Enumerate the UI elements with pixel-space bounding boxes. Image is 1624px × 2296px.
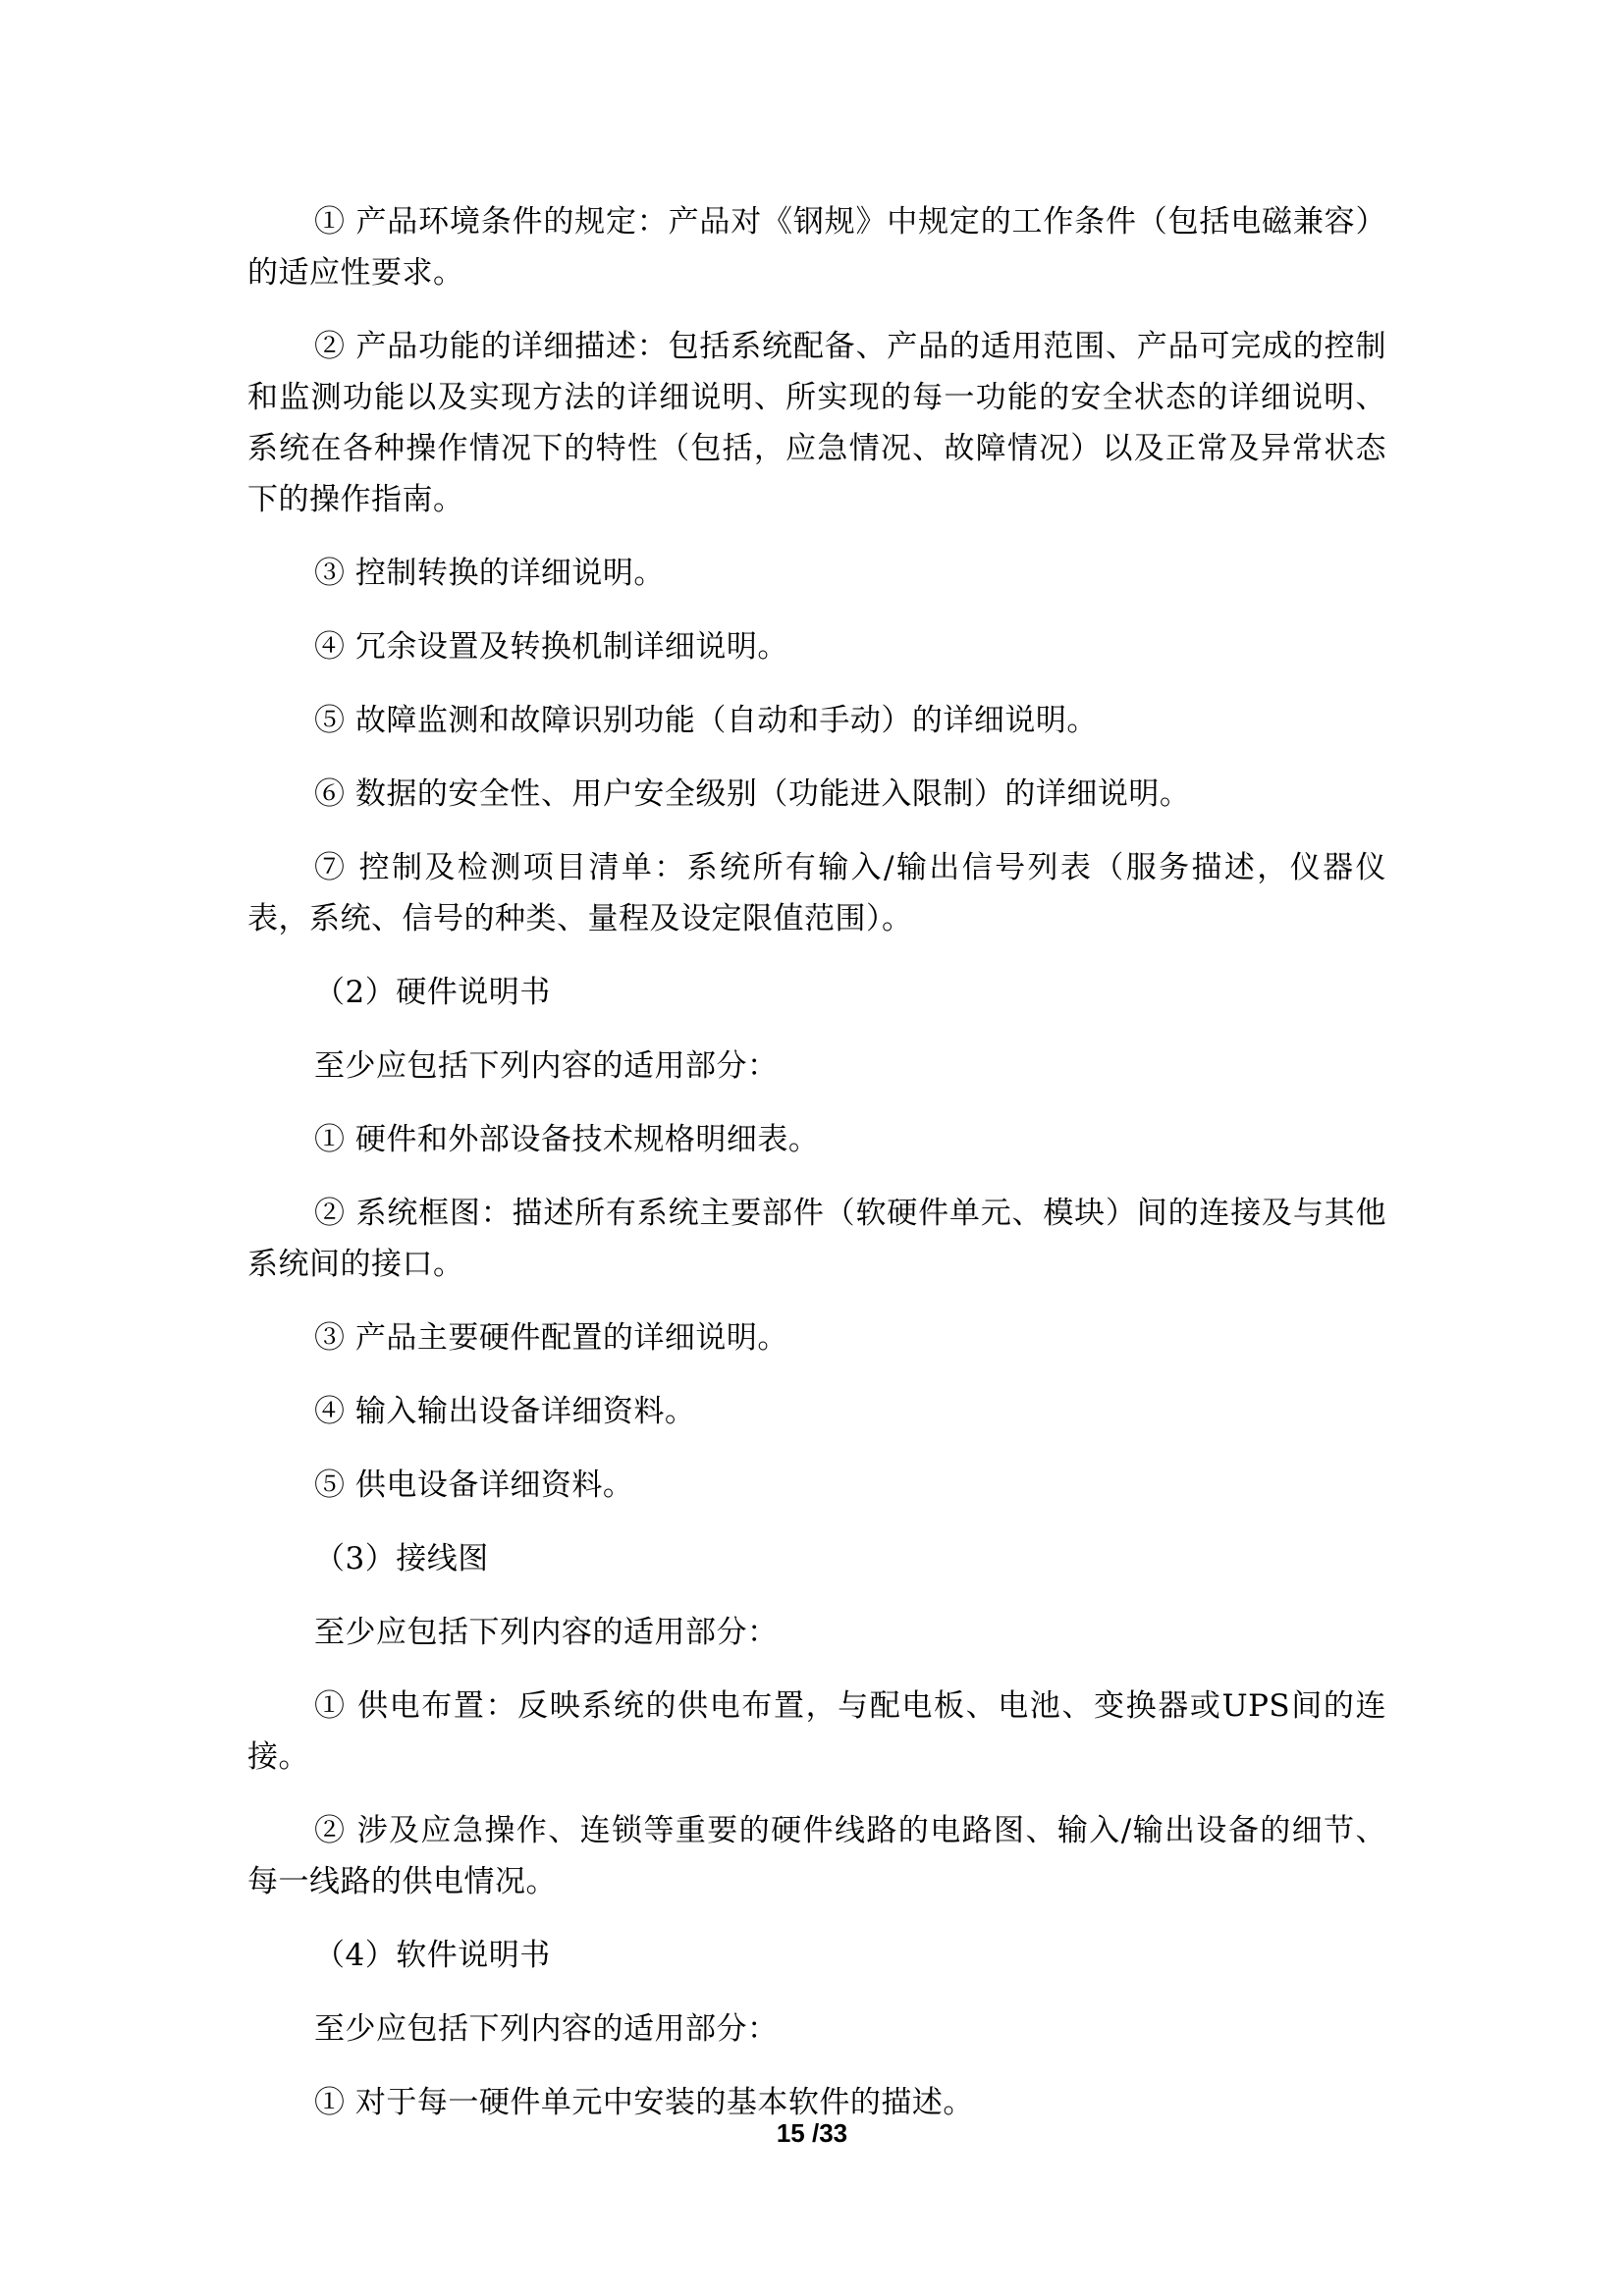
paragraph-data-security: ⑥ 数据的安全性、用户安全级别（功能进入限制）的详细说明。	[314, 776, 1191, 812]
paragraph-power-layout: ① 供电布置：反映系统的供电布置，与配电板、电池、变换器或UPS间的连接。	[247, 1688, 1386, 1775]
paragraph-io-list: ⑦ 控制及检测项目清单：系统所有输入/输出信号列表（服务描述，仪器仪表，系统、信号的种类、量程及设定限值范围）。	[247, 850, 1386, 936]
section-heading-hardware-manual: （2）硬件说明书	[314, 975, 551, 1010]
paragraph-basic-software: ① 对于每一硬件单元中安装的基本软件的描述。	[314, 2085, 974, 2120]
paragraph-redundancy: ④ 冗余设置及转换机制详细说明。	[314, 629, 788, 665]
page-number: 15 /33	[776, 2118, 848, 2148]
paragraph-hardware-intro: 至少应包括下列内容的适用部分：	[314, 1048, 779, 1084]
paragraph-environment-conditions: ① 产品环境条件的规定：产品对《钢规》中规定的工作条件（包括电磁兼容）的适应性要求。	[247, 204, 1386, 291]
paragraph-system-block-diagram: ② 系统框图：描述所有系统主要部件（软硬件单元、模块）间的连接及与其他系统间的接口。	[247, 1196, 1386, 1282]
paragraph-function-description: ② 产品功能的详细描述：包括系统配备、产品的适用范围、产品可完成的控制和监测功能以及实现方法的详细说明、所实现的每一功能的安全状态的详细说明、系统在各种操作情况下的特性（包括，应急情况、故障情况）以及正常及异常状态下的操作指南。	[247, 329, 1386, 517]
paragraph-circuit-diagrams: ② 涉及应急操作、连锁等重要的硬件线路的电路图、输入/输出设备的细节、每一线路的供电情况。	[247, 1813, 1386, 1899]
section-heading-wiring-diagram: （3）接线图	[314, 1541, 489, 1576]
paragraph-hardware-specs: ① 硬件和外部设备技术规格明细表。	[314, 1122, 820, 1157]
paragraph-power-supply-devices: ⑤ 供电设备详细资料。	[314, 1468, 634, 1503]
section-heading-software-manual: （4）软件说明书	[314, 1938, 551, 1973]
paragraph-wiring-intro: 至少应包括下列内容的适用部分：	[314, 1615, 779, 1650]
document-body	[247, 196, 1386, 2151]
paragraph-hardware-config: ③ 产品主要硬件配置的详细说明。	[314, 1320, 788, 1356]
paragraph-fault-monitoring: ⑤ 故障监测和故障识别功能（自动和手动）的详细说明。	[314, 703, 1098, 738]
paragraph-io-devices: ④ 输入输出设备详细资料。	[314, 1394, 696, 1429]
paragraph-control-switching: ③ 控制转换的详细说明。	[314, 556, 665, 591]
paragraph-software-intro: 至少应包括下列内容的适用部分：	[314, 2011, 779, 2047]
